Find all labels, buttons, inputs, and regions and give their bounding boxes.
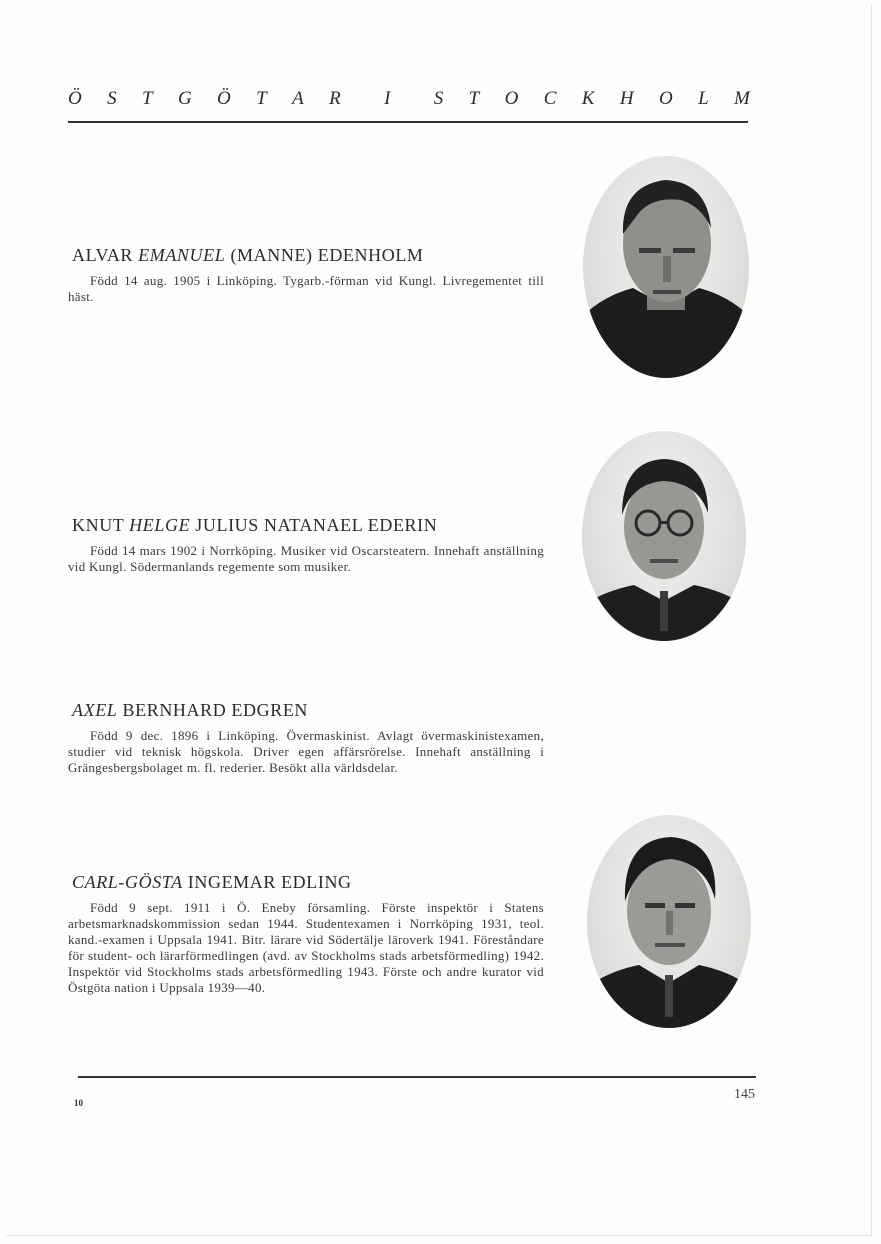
name-italic-part: EMANUEL xyxy=(138,245,226,265)
entry-name xyxy=(72,245,544,266)
entry-biography: Född 9 sept. 1911 i Ö. Eneby församling. Förste inspektör i Statens arbetsmarknadskommission sedan 1944. Studentexamen i Norrköping 1931, teol. kand.-examen i Uppsala 1941. Bitr. lärare vid Södertälje läroverk 1941. Föreståndare för student- och lärarförmedlingen (avd. av Stockholms stads arbetsförmedling) 1942. Inspektör vid Stockholms stads arbetsförmedling 1943. Förste och andre kurator vid Östgöta nation i Uppsala 1939—40. xyxy=(68,900,544,995)
entry-name xyxy=(72,872,544,893)
portrait-edling xyxy=(587,815,751,1028)
footer-rule xyxy=(78,1076,756,1078)
name-part: INGEMAR EDLING xyxy=(182,872,352,892)
name-part: KNUT xyxy=(72,515,130,535)
entry-biography: Född 9 dec. 1896 i Linköping. Övermaskinist. Avlagt övermaskinistexamen, studier vid teknisk högskola. Driver egen affärsrörelse. Innehaft anställning i Grängesbergsbolaget m. fl. rederier. Besökt alla världsdelar. xyxy=(68,728,544,775)
name-italic-part: CARL-GÖSTA xyxy=(72,872,183,892)
name-part: BERNHARD EDGREN xyxy=(117,700,309,720)
running-head-letter: M xyxy=(734,88,750,109)
entry-biography: Född 14 aug. 1905 i Linköping. Tygarb.-förman vid Kungl. Livregementet till häst. xyxy=(68,273,544,304)
running-head-letter: O xyxy=(504,88,519,109)
running-head-letter: L xyxy=(698,88,709,109)
running-head-letter: A xyxy=(292,88,304,109)
running-head-letter: R xyxy=(329,88,341,109)
running-head-letter: S xyxy=(433,88,444,109)
name-italic-part: HELGE xyxy=(129,515,191,535)
name-part: JULIUS NATANAEL EDERIN xyxy=(190,515,438,535)
entry-biography: Född 14 mars 1902 i Norrköping. Musiker vid Oscarsteatern. Innehaft anställning vid Kungl. Södermanlands regemente som musiker. xyxy=(68,543,544,574)
running-head-letter: O xyxy=(658,88,673,109)
running-head-letter: C xyxy=(543,88,557,109)
portrait-photo xyxy=(583,156,749,378)
signature-mark: 10 xyxy=(74,1098,83,1108)
header-rule xyxy=(68,121,748,123)
page-edge xyxy=(6,4,872,1236)
running-head-letter: I xyxy=(384,88,391,109)
running-head xyxy=(68,88,750,110)
entry-name xyxy=(72,700,544,721)
page-number: 145 xyxy=(734,1087,755,1102)
portrait-photo xyxy=(587,815,751,1028)
running-head-letter: S xyxy=(107,88,117,109)
running-head-letter: G xyxy=(177,88,192,109)
portrait-photo xyxy=(582,431,746,641)
entry-name xyxy=(72,515,544,536)
running-head-letter: T xyxy=(468,88,480,109)
running-head-letter: H xyxy=(619,88,634,109)
portrait-ederin xyxy=(582,431,746,641)
entry-ederin xyxy=(68,515,544,575)
running-head-letter: T xyxy=(256,88,267,109)
running-head-letter: K xyxy=(581,88,595,109)
name-part: (MANNE) EDENHOLM xyxy=(225,245,424,265)
name-italic-part: AXEL xyxy=(72,700,118,720)
running-head-letter: T xyxy=(141,88,153,109)
entry-edgren xyxy=(68,700,544,776)
portrait-edenholm xyxy=(583,156,749,378)
running-head-letter: Ö xyxy=(217,88,231,109)
entry-edling xyxy=(68,872,544,996)
running-head-letter: Ö xyxy=(68,88,82,109)
name-part: ALVAR xyxy=(72,245,139,265)
entry-edenholm xyxy=(68,245,544,305)
